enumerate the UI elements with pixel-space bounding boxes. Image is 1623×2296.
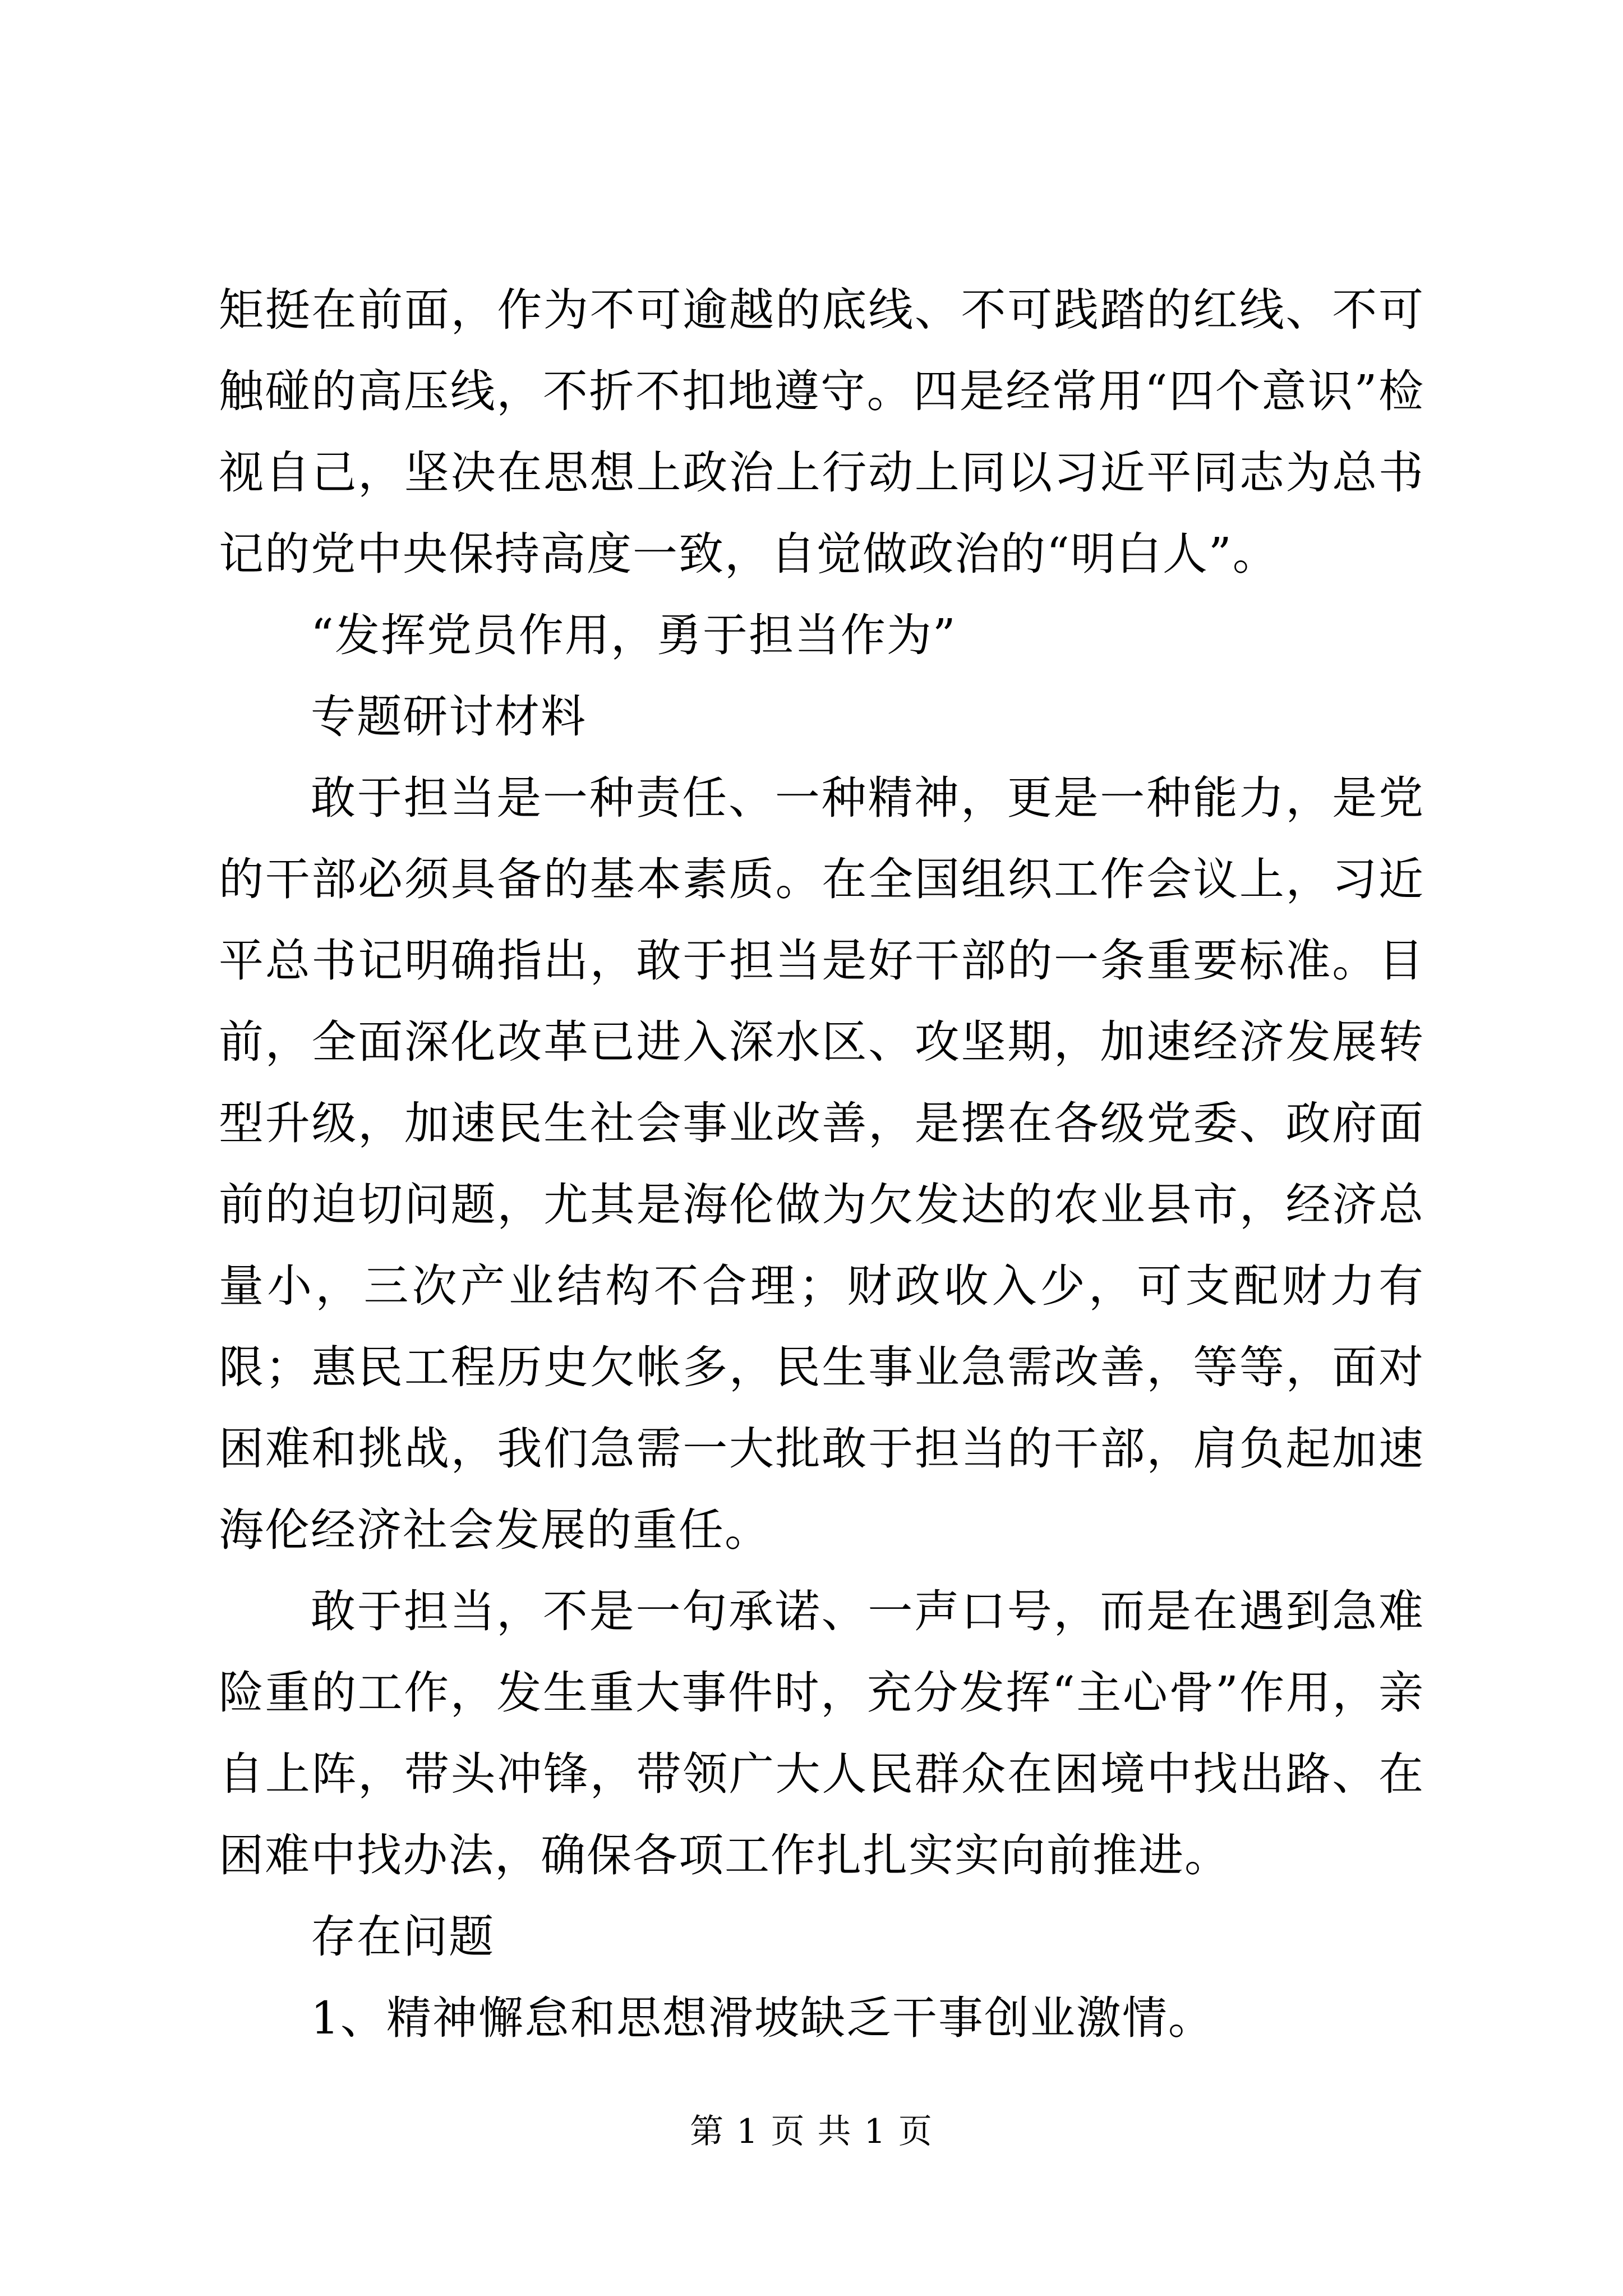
topic-subtitle-line: 专题研讨材料 [311,691,587,743]
section-heading-problems: 存在问题 [311,1911,495,1963]
document-body [219,269,1424,2059]
problem-item-1: 1、精神懈怠和思想滑坡缺乏干事创业激情。 [311,1992,1214,2044]
paragraph-responsibility: 敢于担当，不是一句承诺、一声口号，而是在遇到急难险重的工作，发生重大事件时，充分发挥“主心骨”作用，亲自上阵，带头冲锋，带领广大人民群众在困境中找出路、在困难中找办法，确保各项工作扎扎实实向前推进。 [219,1585,1424,1881]
topic-title-line: “发挥党员作用，勇于担当作为” [311,609,957,661]
paragraph-continuation: 矩挺在前面，作为不可逾越的底线、不可践踏的红线、不可触碰的高压线，不折不扣地遵守。四是经常用“四个意识”检视自己，坚决在思想上政治上行动上同以习近平同志为总书记的党中央保持高度一致，自觉做政治的“明白人”。 [219,284,1424,580]
paragraph-intro: 敢于担当是一种责任、一种精神，更是一种能力，是党的干部必须具备的基本素质。在全国组织工作会议上，习近平总书记明确指出，敢于担当是好干部的一条重要标准。目前，全面深化改革已进入深水区、攻坚期，加速经济发展转型升级，加速民生社会事业改善，是摆在各级党委、政府面前的迫切问题，尤其是海伦做为欠发达的农业县市，经济总量小，三次产业结构不合理；财政收入少，可支配财力有限；惠民工程历史欠帐多，民生事业急需改善，等等，面对困难和挑战，我们急需一大批敢于担当的干部，肩负起加速海伦经济社会发展的重任。 [219,772,1424,1556]
page-footer: 第 1 页 共 1 页 [690,2112,933,2151]
